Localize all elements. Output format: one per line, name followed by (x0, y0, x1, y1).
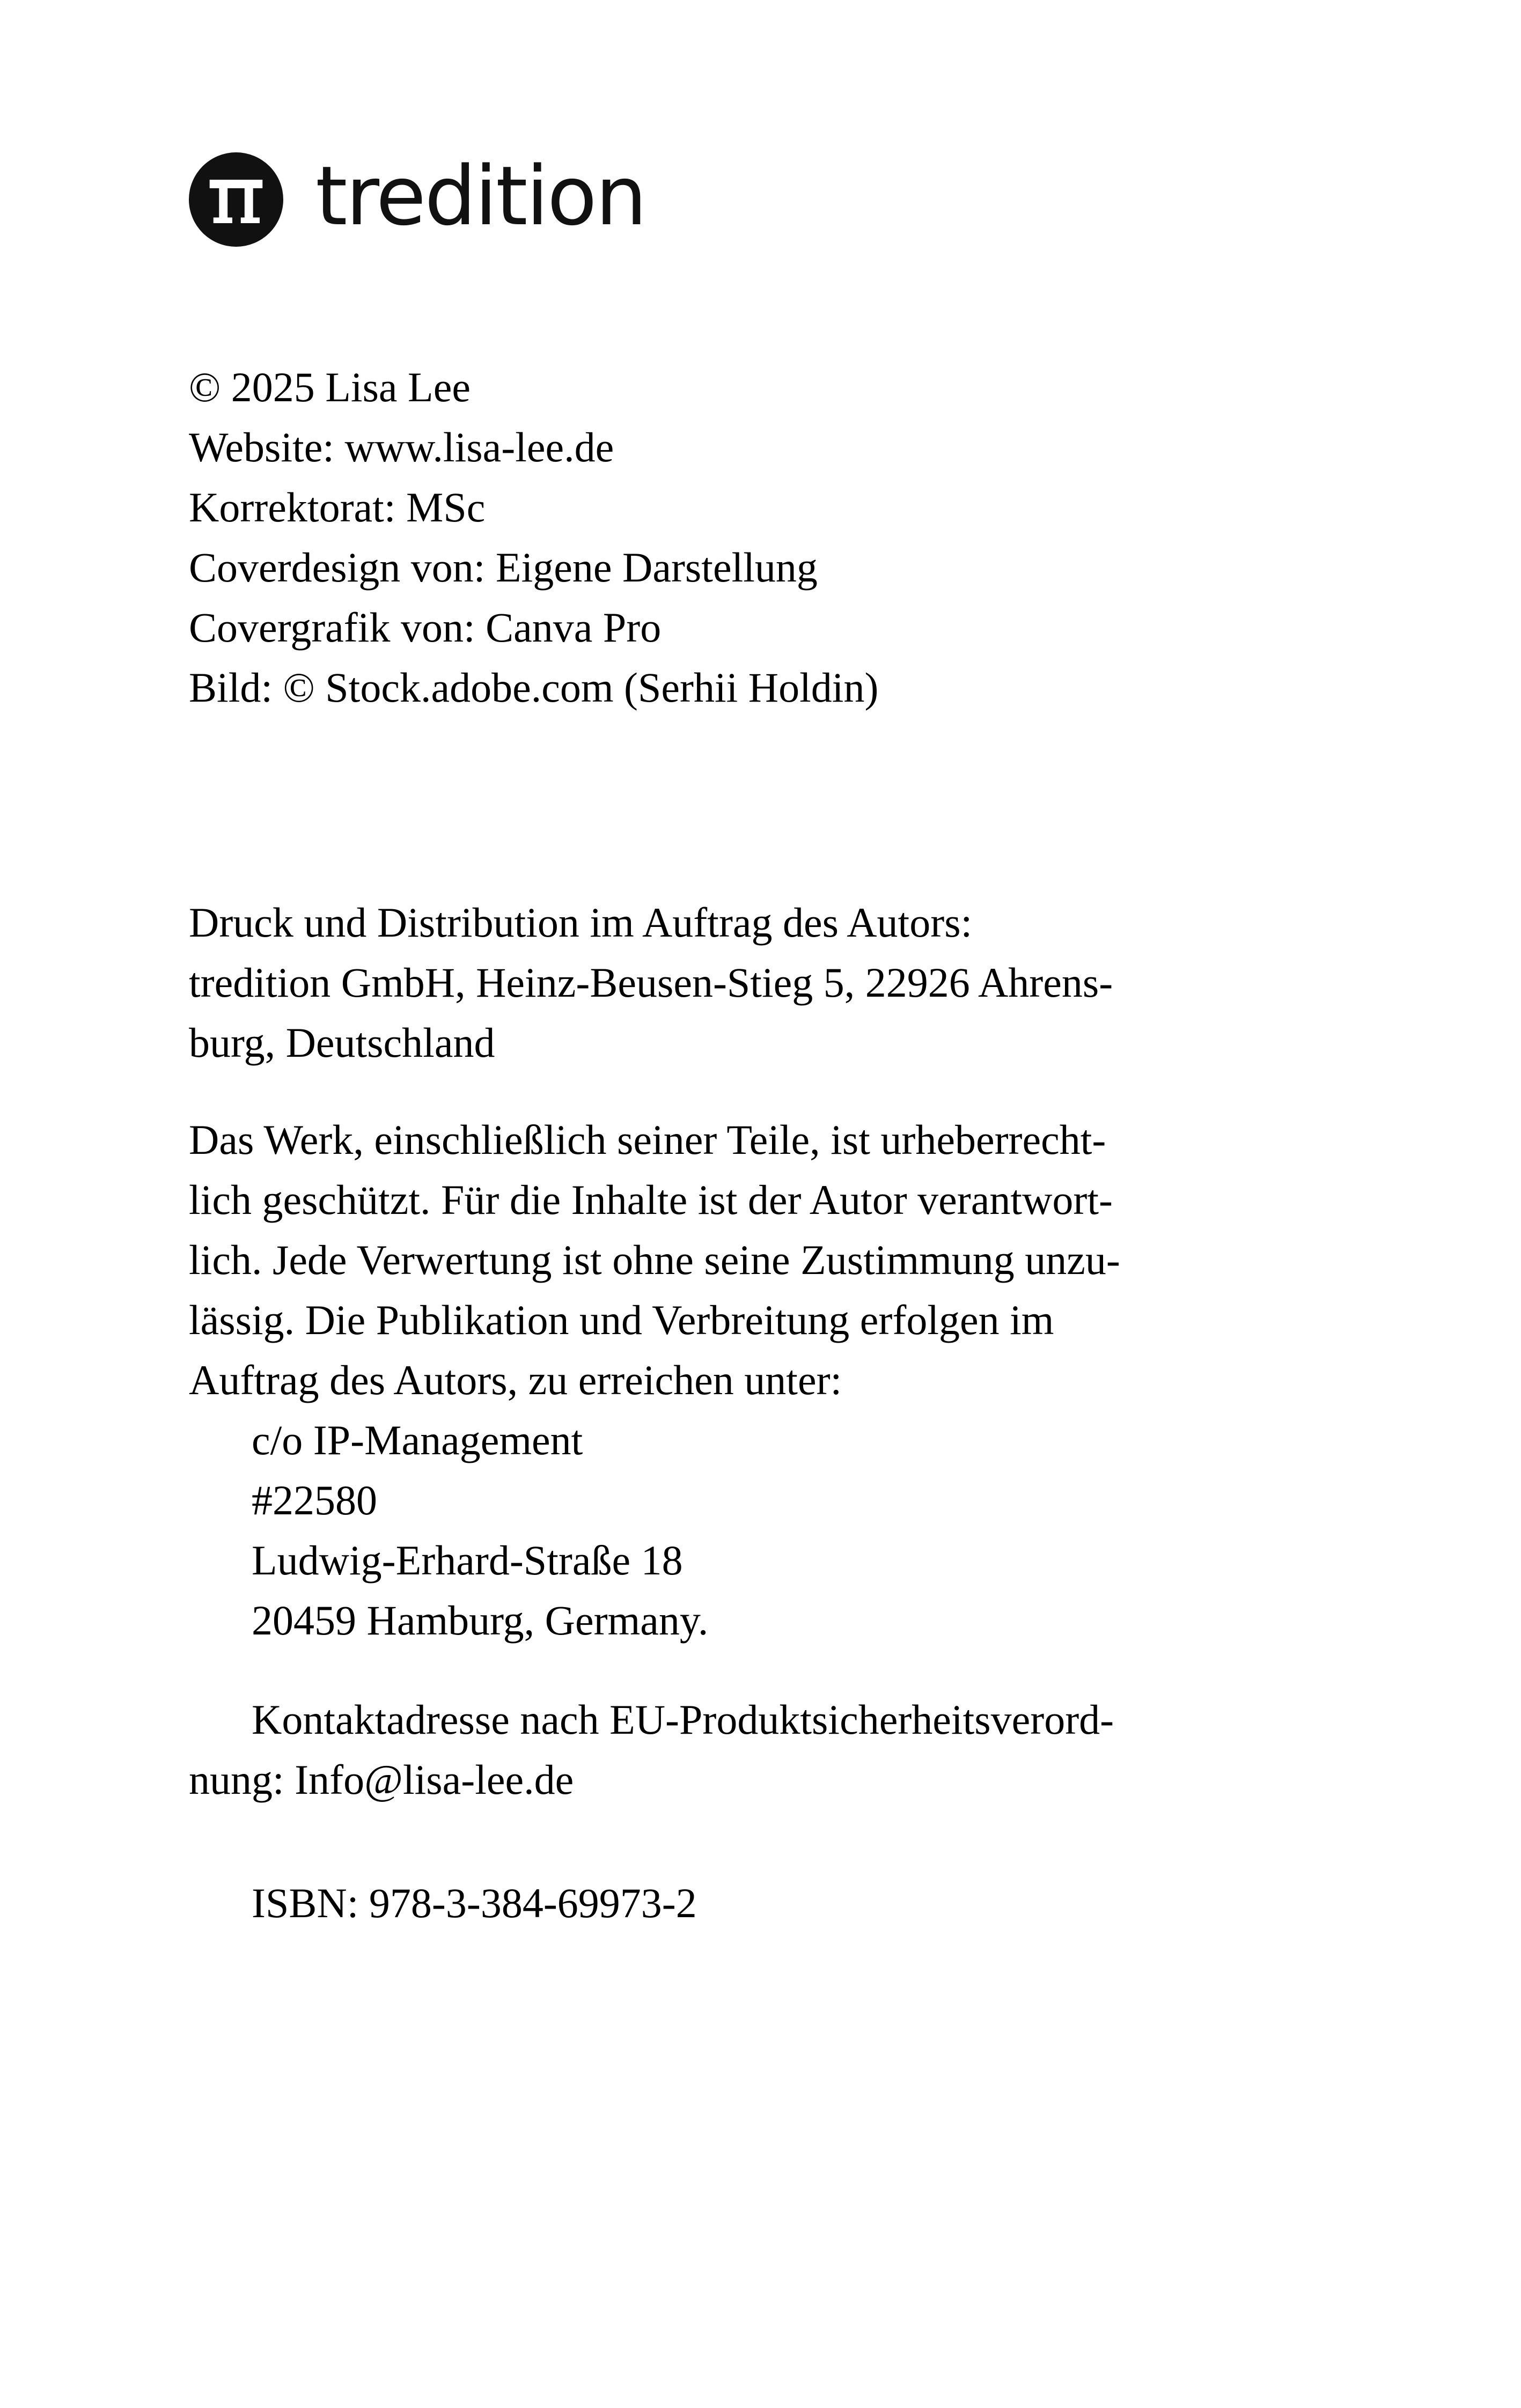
address-line: #22580 (252, 1477, 377, 1523)
image-credit-line: Bild: © Stock.adobe.com (Serhii Holdin) (189, 664, 879, 711)
credits-block (189, 357, 1294, 718)
printing-line: burg, Deutschland (189, 1019, 495, 1066)
copyright-notice-block (189, 1110, 1294, 1651)
copyright-line: © 2025 Lisa Lee (189, 364, 471, 410)
cover-design-line: Coverdesign von: Eigene Darstellung (189, 544, 818, 591)
notice-line: lich. Jede Verwertung ist ohne seine Zustimmung unzu- (189, 1236, 1120, 1283)
address-line: Ludwig-Erhard-Straße 18 (252, 1537, 683, 1584)
notice-line: Das Werk, einschließlich seiner Teile, ist urheberrecht- (189, 1116, 1106, 1163)
cover-graphic-line: Covergrafik von: Canva Pro (189, 604, 662, 651)
website-line: Website: www.lisa-lee.de (189, 424, 614, 470)
notice-line: lich geschützt. Für die Inhalte ist der Autor verantwort- (189, 1176, 1113, 1223)
address-line: 20459 Hamburg, Germany. (252, 1597, 709, 1644)
publisher-wordmark: tredition (315, 149, 646, 244)
notice-line: lässig. Die Publikation und Verbreitung erfolgen im (189, 1297, 1054, 1343)
contact-block (189, 1690, 1294, 1810)
isbn-block (189, 1873, 1294, 1933)
printing-line: Druck und Distribution im Auftrag des Autors: (189, 899, 973, 946)
contact-line: Kontaktadresse nach EU-Produktsicherheitsverord- (252, 1696, 1114, 1743)
tredition-logo-icon (189, 152, 283, 247)
publisher-logo (189, 151, 645, 248)
proofreading-line: Korrektorat: MSc (189, 484, 486, 531)
printing-distribution-block (189, 893, 1294, 1073)
printing-line: tredition GmbH, Heinz-Beusen-Stieg 5, 22926 Ahrens- (189, 959, 1113, 1006)
address-line: c/o IP-Management (252, 1417, 583, 1463)
isbn-line: ISBN: 978-3-384-69973-2 (252, 1880, 697, 1926)
contact-line: nung: Info@lisa-lee.de (189, 1756, 574, 1803)
notice-line: Auftrag des Autors, zu erreichen unter: (189, 1357, 842, 1403)
